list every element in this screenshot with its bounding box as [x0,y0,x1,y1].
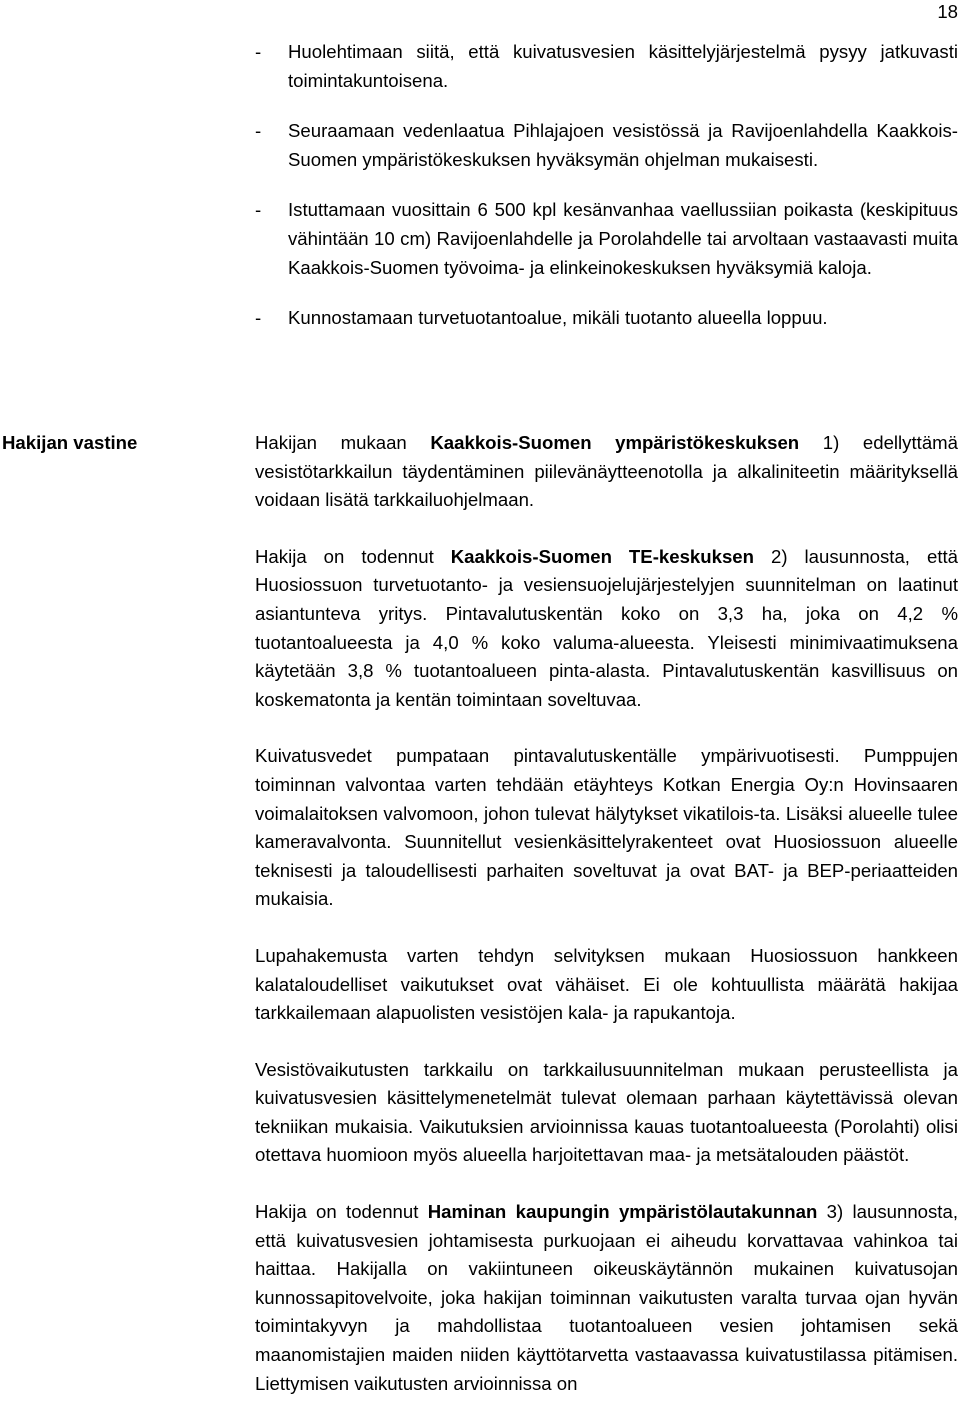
paragraph: Lupahakemusta varten tehdyn selvityksen mukaan Huosiossuon hankkeen kalataloudelliset vaikutukset ovat vähäiset. Ei ole kohtuullista määrätä hakijaa tarkkailemaan alapuolisten vesistöjen kala- ja rapukantoja. [255,944,958,1024]
bullet-dash: - [255,120,262,142]
paragraph [255,543,958,715]
paragraph-text: 3) lausunnosta, että kuivatusvesien johtamisesta purkuojaan ei aiheudu korvattavaa vahinkoa tai haittaa. Hakijalla on vakiintuneen oikeuskäytännön mukainen kuivatusojan kunnossapitovelvoite, joka hakijan toiminnan vaikutusten varalta turvaa ojan hyvän toimintakyvyn ja mahdollistaa tuotantoalueen vesien johtamisen sekä maanomistajien maiden niiden käyttötarvetta vastaavassa kuivatustilassa pitämisen. Liettymisen vaikutusten arvioinnissa on [255,1201,958,1394]
bullet-dash: - [255,41,262,62]
bullet-text: Istuttamaan vuosittain 6 500 kpl kesänvanhaa vaellussiian poikasta (keskipituus vähintään 10 cm) Ravijoenlahdelle ja Porolahdelle tai arvoltaan vastaavasti muita Kaakkois-Suomen työvoima- ja elinkeinokeskuksen hyväksymiä kaloja. [288,199,958,278]
paragraph: Kuivatusvedet pumpataan pintavalutuskentälle ympärivuotisesti. Pumppujen toiminnan valvontaa varten tehdään etäyhteys Kotkan Energia Oy:n Hovinsaaren voimalaitoksen valvomoon, johon tulevat hälytykset vikatilois-ta. Lisäksi alueelle tulee kameravalvonta. Suunnitellut vesienkäsittelyrakenteet ovat Huosiossuon alueelle teknisesti ja taloudellisesti parhaiten soveltuvat ja ovat BAT- ja BEP-periaatteiden mukaisia. [255,745,958,910]
paragraph-text: 1) edellyttämä vesistötarkkailun täydentäminen piilevänäytteenotolla ja alkaliniteetin määrityksellä voidaan lisätä tarkkailuohjelmaan. [255,432,958,511]
paragraph: Vesistövaikutusten tarkkailu on tarkkailusuunnitelman mukaan perusteellista ja kuivatusvesien käsittelymenetelmät tulevat olemaan parhaan käytettävissä olevan tekniikan mukaisia. Vaikutuksien arvioinnissa kauas tuotantoalueesta (Porolahti) olisi otettava huomioon myös alueella harjoitettavan maa- ja metsätalouden päästöt. [255,1058,958,1166]
bullet-dash: - [255,199,262,221]
paragraph-text: 2) lausunnosta, että Huosiossuon turvetuotanto- ja vesiensuojelujärjestelyjen suunnitelman on laatinut asiantunteva yritys. Pintavalutuskentän koko on 3,3 ha, joka on 4,2 % tuotantoalueesta ja 4,0 % koko valuma-alueesta. Yleisesti minimivaatimuksena käytetään 3,8 % tuotantoalueen pinta-alasta. Pintavalutuskentän kasvillisuus on koskematonta ja kentän toimintaan soveltuvaa. [255,545,958,710]
section-label: Hakijan vastine [2,432,138,453]
paragraph [255,429,958,515]
bullet-text: Seuraamaan vedenlaatua Pihlajajoen vesistössä ja Ravijoenlahdella Kaakkois-Suomen ympäristökeskuksen hyväksymän ohjelman mukaisesti. [288,120,958,170]
bullet-item [255,117,958,174]
bullet-text: Kunnostamaan turvetuotantoalue, mikäli tuotanto alueella loppuu. [288,307,828,329]
paragraph-text: Hakijan mukaan [255,432,431,453]
authority-name: Kaakkois-Suomen ympäristökeskuksen [430,432,800,453]
authority-name: Haminan kaupungin ympäristölautakunnan [427,1201,818,1223]
bullet-dash: - [255,307,262,329]
paragraph [255,1198,958,1398]
bullet-text: Huolehtimaan siitä, että kuivatusvesien käsittelyjärjestelmä pysyy jatkuvasti toimintakuntoisena. [288,41,958,91]
paragraph-text: Hakija on todennut [255,1201,428,1223]
bullet-item [255,196,958,282]
bullet-list [255,38,958,355]
paragraph-text: Hakija on todennut [255,545,451,567]
authority-name: Kaakkois-Suomen TE-keskuksen [450,545,754,567]
page-number: 18 [937,1,958,22]
bullet-item [255,304,958,333]
section-body [255,429,958,1426]
bullet-item [255,38,958,95]
